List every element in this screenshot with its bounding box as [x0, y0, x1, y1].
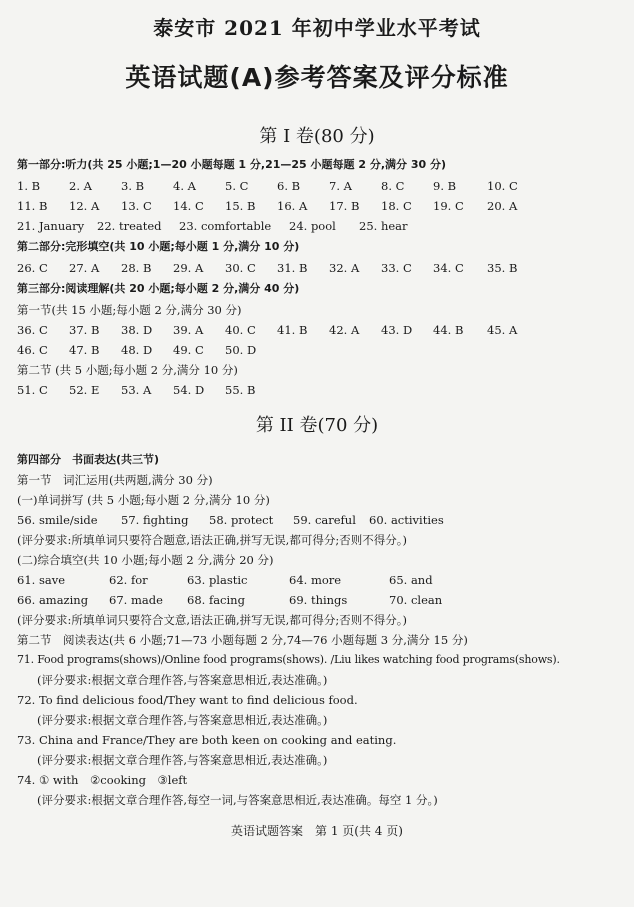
answer-cell: 11. B [17, 199, 48, 213]
cloze-scoring-note: (评分要求:所填单词只要符合文意,语法正确,拼写无误,都可得分;否则不得分。) [17, 613, 407, 627]
answer-cell: 68. facing [187, 593, 245, 607]
spelling-scoring-note: (评分要求:所填单词只要符合题意,语法正确,拼写无误,都可得分;否则不得分。) [17, 533, 407, 547]
answer-cell: 70. clean [389, 593, 443, 607]
answer-cell: 1. B [17, 179, 41, 193]
answer-cell: 34. C [433, 261, 464, 275]
cloze-answers-row-1 [17, 572, 617, 588]
answer-cell: 42. A [329, 323, 360, 337]
answer-cell: 62. for [109, 573, 148, 587]
answer-cell: 13. C [121, 199, 152, 213]
answer-cell: 5. C [225, 179, 249, 193]
part4-section2-heading: 第二节 阅读表达(共 6 小题;71—73 小题每题 2 分,74—76 小题每题 3 分,满分 15 分) [17, 633, 468, 647]
answer-cell: 60. activities [369, 513, 444, 527]
answer-cell: 59. careful [293, 513, 356, 527]
part1-row-3 [17, 218, 617, 234]
answer-cell: 39. A [173, 323, 204, 337]
answer-cell: 26. C [17, 261, 48, 275]
answer-cell: 55. B [225, 383, 256, 397]
answer-cell: 58. protect [209, 513, 274, 527]
part1-heading: 第一部分:听力(共 25 小题;1—20 小题每题 1 分,21—25 小题每题 2 分,满分 30 分) [17, 158, 447, 171]
answer-73-note: (评分要求:根据文章合理作答,与答案意思相近,表达准确。) [37, 753, 328, 767]
answer-cell: 50. D [225, 343, 257, 357]
answer-cell: 40. C [225, 323, 256, 337]
answer-71: 71. Food programs(shows)/Online food programs(shows). /Liu likes watching food programs(shows). [17, 653, 560, 666]
answer-cell: 52. E [69, 383, 100, 397]
answer-cell: 7. A [329, 179, 352, 193]
answer-cell: 12. A [69, 199, 100, 213]
answer-cell: 22. treated [97, 219, 162, 233]
part1-row-2 [17, 198, 617, 214]
answer-74-note: (评分要求:根据文章合理作答,每空一词,与答案意思相近,表达准确。每空 1 分。) [37, 793, 438, 807]
answer-cell: 46. C [17, 343, 48, 357]
answer-cell: 51. C [17, 383, 48, 397]
answer-cell: 64. more [289, 573, 342, 587]
answer-cell: 45. A [487, 323, 518, 337]
answer-cell: 31. B [277, 261, 308, 275]
answer-cell: 32. A [329, 261, 360, 275]
answer-cell: 66. amazing [17, 593, 89, 607]
answer-73: 73. China and France/They are both keen on cooking and eating. [17, 733, 397, 747]
answer-cell: 2. A [69, 179, 92, 193]
part4-section1-heading: 第一节 词汇运用(共两题,满分 30 分) [17, 473, 213, 487]
part3-row-2 [17, 342, 617, 358]
answer-cell: 56. smile/side [17, 513, 98, 527]
answer-cell: 63. plastic [187, 573, 248, 587]
answer-cell: 21. January [17, 219, 85, 233]
answer-cell: 6. B [277, 179, 301, 193]
part1-row-1 [17, 178, 617, 194]
part3-heading: 第三部分:阅读理解(共 20 小题;每小题 2 分,满分 40 分) [17, 282, 300, 295]
answer-cell: 19. C [433, 199, 464, 213]
cloze-subheading: (二)综合填空(共 10 小题;每小题 2 分,满分 20 分) [17, 553, 274, 567]
answer-cell: 9. B [433, 179, 457, 193]
answer-cell: 28. B [121, 261, 152, 275]
part3-section2-heading: 第二节 (共 5 小题;每小题 2 分,满分 10 分) [17, 363, 238, 377]
answer-cell: 69. things [289, 593, 348, 607]
answer-cell: 15. B [225, 199, 256, 213]
answer-cell: 16. A [277, 199, 308, 213]
part3-section1-heading: 第一节(共 15 小题;每小题 2 分,满分 30 分) [17, 303, 242, 317]
part3-row-1 [17, 322, 617, 338]
part4-heading: 第四部分 书面表达(共三节) [17, 453, 160, 466]
answer-cell: 43. D [381, 323, 413, 337]
volume-2-heading: 第 II 卷(70 分) [255, 415, 379, 436]
answer-cell: 53. A [121, 383, 152, 397]
answer-cell: 25. hear [359, 219, 408, 233]
answer-cell: 27. A [69, 261, 100, 275]
answer-cell: 29. A [173, 261, 204, 275]
exam-title: 泰安市 2021 年初中学业水平考试 [153, 16, 481, 40]
part2-heading: 第二部分:完形填空(共 10 小题;每小题 1 分,满分 10 分) [17, 240, 300, 253]
answer-72-note: (评分要求:根据文章合理作答,与答案意思相近,表达准确。) [37, 713, 328, 727]
answer-cell: 48. D [121, 343, 153, 357]
answer-cell: 18. C [381, 199, 412, 213]
answer-cell: 44. B [433, 323, 464, 337]
answer-cell: 10. C [487, 179, 518, 193]
answer-cell: 49. C [173, 343, 204, 357]
answer-cell: 35. B [487, 261, 518, 275]
answer-key-title: 英语试题(A)参考答案及评分标准 [125, 63, 509, 92]
answer-cell: 8. C [381, 179, 405, 193]
answer-74: 74. ① with ②cooking ③left [17, 773, 188, 787]
answer-cell: 41. B [277, 323, 308, 337]
answer-cell: 54. D [173, 383, 205, 397]
answer-cell: 61. save [17, 573, 66, 587]
answer-cell: 23. comfortable [179, 219, 272, 233]
answer-cell: 57. fighting [121, 513, 189, 527]
answer-cell: 65. and [389, 573, 433, 587]
answer-cell: 20. A [487, 199, 518, 213]
answer-cell: 30. C [225, 261, 256, 275]
answer-cell: 24. pool [289, 219, 336, 233]
answer-cell: 14. C [173, 199, 204, 213]
answer-cell: 17. B [329, 199, 360, 213]
answer-cell: 33. C [381, 261, 412, 275]
spelling-subheading: (一)单词拼写 (共 5 小题;每小题 2 分,满分 10 分) [17, 493, 270, 507]
answer-cell: 3. B [121, 179, 145, 193]
answer-cell: 4. A [173, 179, 196, 193]
answer-71-note: (评分要求:根据文章合理作答,与答案意思相近,表达准确。) [37, 673, 328, 687]
answer-72: 72. To find delicious food/They want to find delicious food. [17, 693, 358, 707]
answer-cell: 38. D [121, 323, 153, 337]
volume-1-heading: 第 I 卷(80 分) [259, 126, 375, 147]
answer-cell: 67. made [109, 593, 163, 607]
answer-cell: 36. C [17, 323, 48, 337]
part2-row-1 [17, 260, 617, 276]
page-footer: 英语试题答案 第 1 页(共 4 页) [231, 824, 403, 838]
answer-cell: 47. B [69, 343, 100, 357]
cloze-answers-row-2 [17, 592, 617, 608]
answer-cell: 37. B [69, 323, 100, 337]
spelling-answers-row [17, 512, 617, 528]
part3-row-3 [17, 382, 617, 398]
